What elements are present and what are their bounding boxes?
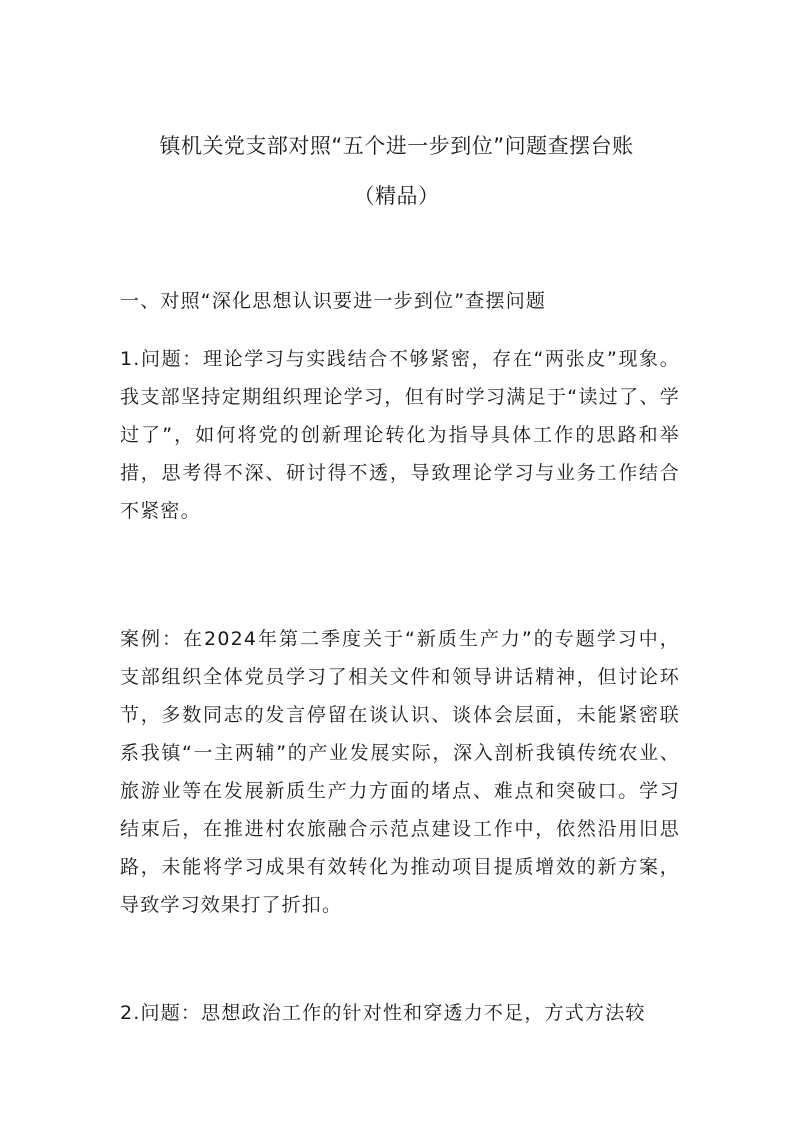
paragraph-problem-2: 2.问题：思想政治工作的针对性和穿透力不足，方式方法较 <box>120 1002 646 1024</box>
document-title: 镇机关党支部对照“五个进一步到位”问题查摆台账 <box>159 134 634 158</box>
section-heading: 一、对照“深化思想认识要进一步到位”查摆问题 <box>120 290 547 312</box>
paragraph-problem-1: 1.问题：理论学习与实践结合不够紧密，存在“两张皮”现象。我支部坚持定期组织理论学习，但有时学习满足于“读过了、学过了”，如何将党的创新理论转化为指导具体工作的思路和举措，思考得不深、研讨得不透，导致理论学习与业务工作结合不紧密。 <box>120 348 680 522</box>
document-subtitle: （精品） <box>353 184 440 208</box>
paragraph-case-1: 案例：在2024年第二季度关于“新质生产力”的专题学习中，支部组织全体党员学习了相关文件和领导讲话精神，但讨论环节，多数同志的发言停留在谈认识、谈体会层面，未能紧密联系我镇“一主两辅”的产业发展实际，深入剖析我镇传统农业、旅游业等在发展新质生产力方面的堵点、难点和突破口。学习结束后，在推进村农旅融合示范点建设工作中，依然沿用旧思路，未能将学习成果有效转化为推动项目提质增效的新方案，导致学习效果打了折扣。 <box>120 628 680 916</box>
